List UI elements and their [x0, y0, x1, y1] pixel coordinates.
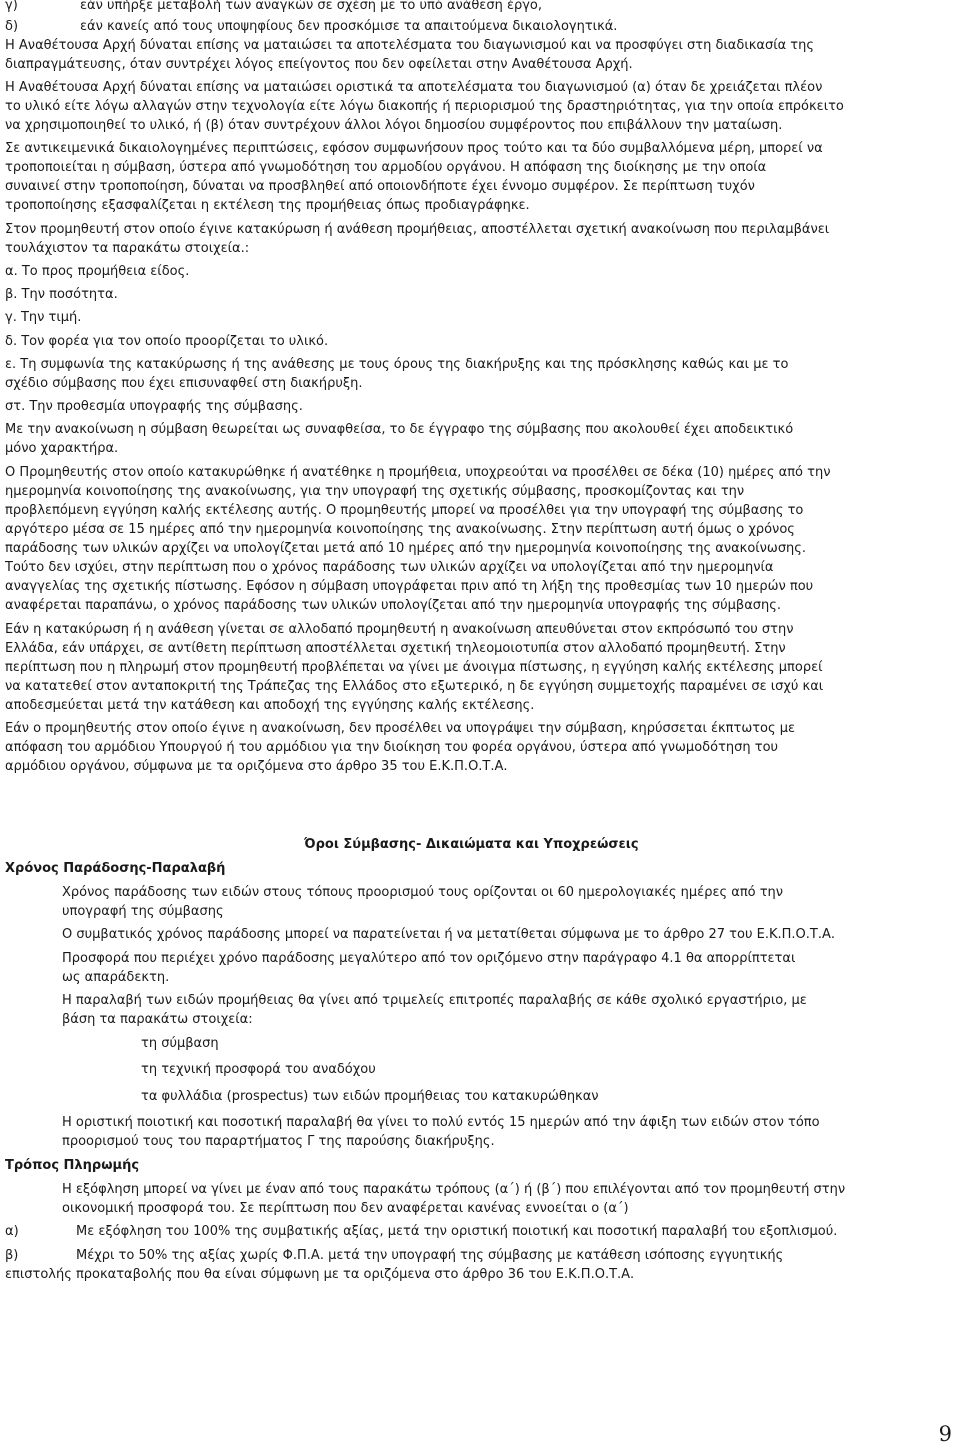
top-item-label: γ) [5, 0, 18, 13]
paragraph-line: τροποποίησης εξασφαλίζεται η εκτέλεση της προμήθειας όπως προδιαγράφηκε. [5, 198, 530, 213]
paragraph-line: να κατατεθεί στον ανταποκριτή της Τράπεζας της Ελλάδος στο εξωτερικό, η δε εγγύηση συμμετοχής παραμένει σε ισχύ και [5, 679, 824, 694]
paragraph-line: αναφέρεται παραπάνω, ο χρόνος παράδοσης των υλικών υπολογίζεται από την ημερομηνία υπογραφής της σύμβασης. [5, 598, 782, 613]
paragraph-line: αναγγελίας της σχετικής πίστωσης. Εφόσον η σύμβαση υπογράφεται πριν από τη λήξη της προθεσμίας των 10 ημερών που [5, 579, 814, 594]
paragraph-line: προβλεπόμενη εγγύηση καλής εκτέλεσης αυτής. Ο προμηθευτής μπορεί να προσέλθει για την υπογραφή της σύμβασης το [5, 503, 804, 518]
paragraph-line: παράδοσης των υλικών αρχίζει να υπολογίζεται μετά από 10 ημέρες από την ημερομηνία κοινοποίησης της ανακοίνωσης. [5, 541, 807, 556]
notice-item: γ. Την τιμή. [5, 310, 82, 325]
paragraph-line: Ο Προμηθευτής στον οποίο κατακυρώθηκε ή ανατέθηκε η προμήθεια, υποχρεούται να προσέλθει σε δέκα (10) ημέρες από την [5, 465, 831, 480]
top-item-text: εάν υπήρξε μεταβολή των αναγκών σε σχέση με το υπό ανάθεση έργο, [80, 0, 543, 13]
paragraph-line: διαπραγμάτευσης, όταν συντρέχει λόγος επείγοντος που δεν οφείλεται στην Αναθέτουσα Αρχή. [5, 57, 633, 72]
paragraph-line: αρμόδιου οργάνου, σύμφωνα με τα οριζόμενα στο άρθρο 35 του Ε.Κ.Π.Ο.Τ.Α. [5, 759, 508, 774]
payment-option-text: Με εξόφληση του 100% της συμβατικής αξίας, μετά την οριστική ποιοτική και ποσοτική παραλαβή του εξοπλισμού. [76, 1224, 838, 1239]
payment-line: οικονομική προσφορά του. Σε περίπτωση που δεν αναφέρεται κανένας εννοείται ο (α΄) [62, 1201, 629, 1216]
paragraph-line: περίπτωση που η πληρωμή στον προμηθευτή προβλέπεται να γίνει με άνοιγμα πίστωσης, η εγγύηση καλής εκτέλεσης μπορεί [5, 660, 823, 675]
paragraph-line: μόνο χαρακτήρα. [5, 441, 119, 456]
basis-item: τη σύμβαση [141, 1036, 219, 1051]
payment-heading: Τρόπος Πληρωμής [5, 1158, 140, 1173]
payment-option-label: α) [5, 1224, 19, 1239]
paragraph-line: Ελλάδα, εάν υπάρχει, σε αντίθετη περίπτωση αποστέλλεται σχετική τηλεομοιοτυπία στον αλλοδαπό προμηθευτή. Στην [5, 641, 786, 656]
notice-item: β. Την ποσότητα. [5, 287, 118, 302]
paragraph-line: Τούτο δεν ισχύει, στην περίπτωση που ο χρόνος παράδοσης των υλικών αρχίζει να υπολογίζεται από την ημερομηνία [5, 560, 774, 575]
paragraph-line: Η Αναθέτουσα Αρχή δύναται επίσης να ματαιώσει τα αποτελέσματα του διαγωνισμού και να προσφύγει στη διαδικασία της [5, 38, 814, 53]
payment-option-label: β) [5, 1248, 19, 1263]
paragraph-line: ημερομηνία κοινοποίησης της ανακοίνωσης, για την υπογραφή της σχετικής σύμβασης, προσκομίζοντας και την [5, 484, 745, 499]
paragraph-line: τροποποιείται η σύμβαση, ύστερα από γνωμοδότηση του αρμοδίου οργάνου. Η απόφαση της διοίκησης με την οποία [5, 160, 767, 175]
top-item-label: δ) [5, 19, 19, 34]
paragraph-line: συναινεί στην τροποποίηση, δύναται να προσβληθεί από οποιονδήποτε έχει έννομο συμφέρον. Σε περίπτωση τυχόν [5, 179, 755, 194]
delivery-line: Η παραλαβή των ειδών προμήθειας θα γίνει από τριμελείς επιτροπές παραλαβής σε κάθε σχολικό εργαστήριο, με [62, 993, 807, 1008]
basis-item: τα φυλλάδια (prospectus) των ειδών προμήθειας του κατακυρώθηκαν [141, 1089, 599, 1104]
notice-item: στ. Την προθεσμία υπογραφής της σύμβασης. [5, 399, 303, 414]
paragraph-line: το υλικό είτε λόγω αλλαγών στην τεχνολογία είτε λόγω διακοπής ή περιορισμού της δραστηριότητας, για την οποία επρόκειτο [5, 99, 844, 114]
delivery-heading: Χρόνος Παράδοσης-Παραλαβή [5, 861, 226, 876]
payment-option-text: Μέχρι το 50% της αξίας χωρίς Φ.Π.Α. μετά την υπογραφή της σύμβασης με κατάθεση ισόποσης εγγυητικής [76, 1248, 784, 1263]
delivery-line: ως απαράδεκτη. [62, 970, 170, 985]
delivery-line: Χρόνος παράδοσης των ειδών στους τόπους προορισμού τους ορίζονται οι 60 ημερολογιακές ημέρες από την [62, 885, 784, 900]
paragraph-line: αποδεσμεύεται μετά την κατάθεση και αποδοχή της εγγύησης καλής εκτέλεσης. [5, 698, 535, 713]
delivery-line: Ο συμβατικός χρόνος παράδοσης μπορεί να παρατείνεται ή να μετατίθεται σύμφωνα με το άρθρο 27 του Ε.Κ.Π.Ο.Τ.Α. [62, 927, 835, 942]
paragraph-line: Εάν η κατακύρωση ή η ανάθεση γίνεται σε αλλοδαπό προμηθευτή η ανακοίνωση απευθύνεται στον εκπρόσωπό του στην [5, 622, 794, 637]
paragraph-line: Εάν ο προμηθευτής στον οποίο έγινε η ανακοίνωση, δεν προσέλθει να υπογράψει την σύμβαση, κηρύσσεται έκπτωτος με [5, 721, 796, 736]
page-number: 9 [938, 1422, 952, 1446]
paragraph-line: τουλάχιστον τα παρακάτω στοιχεία.: [5, 241, 250, 256]
delivery-line: Προσφορά που περιέχει χρόνο παράδοσης μεγαλύτερο από τον οριζόμενο στην παράγραφο 4.1 θα απορρίπτεται [62, 951, 796, 966]
delivery-line: βάση τα παρακάτω στοιχεία: [62, 1012, 253, 1027]
payment-option-text: επιστολής προκαταβολής που θα είναι σύμφωνη με τα οριζόμενα στο άρθρο 36 του Ε.Κ.Π.Ο.Τ.Α. [5, 1267, 635, 1282]
paragraph-line: να χρησιμοποιηθεί το υλικό, ή (β) όταν συντρέχουν άλλοι λόγοι δημοσίου συμφέροντος που επιβάλλουν την ματαίωση. [5, 118, 783, 133]
paragraph-line: αργότερο μέσα σε 15 ημέρες από την ημερομηνία κοινοποίησης της ανακοίνωσης. Στην περίπτωση αυτή όμως ο χρόνος [5, 522, 795, 537]
notice-item: δ. Τον φορέα για τον οποίο προορίζεται το υλικό. [5, 334, 329, 349]
delivery-line: Η οριστική ποιοτική και ποσοτική παραλαβή θα γίνει το πολύ εντός 15 ημερών από την άφιξη των ειδών στον τόπο [62, 1115, 820, 1130]
paragraph-line: Στον προμηθευτή στον οποίο έγινε κατακύρωση ή ανάθεση προμήθειας, αποστέλλεται σχετική ανακοίνωση που περιλαμβάνει [5, 222, 830, 237]
notice-item: α. Το προς προμήθεια είδος. [5, 264, 190, 279]
paragraph-line: απόφαση του αρμόδιου Υπουργού ή του αρμόδιου για την διοίκηση του φορέα οργάνου, ύστερα από γνωμοδότηση του [5, 740, 779, 755]
paragraph-line: Σε αντικειμενικά δικαιολογημένες περιπτώσεις, εφόσον συμφωνήσουν προς τούτο και τα δύο συμβαλλόμενα μέρη, μπορεί να [5, 141, 823, 156]
paragraph-line: Με την ανακοίνωση η σύμβαση θεωρείται ως συναφθείσα, το δε έγγραφο της σύμβασης που ακολουθεί έχει αποδεικτικό [5, 422, 794, 437]
delivery-line: προορισμού τους του παραρτήματος Γ της παρούσης διακήρυξης. [62, 1134, 495, 1149]
notice-item: σχέδιο σύμβασης που έχει επισυναφθεί στη διακήρυξη. [5, 376, 363, 391]
notice-item: ε. Τη συμφωνία της κατακύρωσης ή της ανάθεσης με τους όρους της διακήρυξης και της πρόσκλησης καθώς και με το [5, 357, 789, 372]
paragraph-line: Η Αναθέτουσα Αρχή δύναται επίσης να ματαιώσει οριστικά τα αποτελέσματα του διαγωνισμού (α) όταν δε χρειάζεται πλέον [5, 80, 823, 95]
top-item-text: εάν κανείς από τους υποψηφίους δεν προσκόμισε τα απαιτούμενα δικαιολογητικά. [80, 19, 618, 34]
payment-line: Η εξόφληση μπορεί να γίνει με έναν από τους παρακάτω τρόπους (α΄) ή (β΄) που επιλέγονται από τον προμηθευτή στην [62, 1182, 846, 1197]
delivery-line: υπογραφή της σύμβασης [62, 904, 224, 919]
section-title: Όροι Σύμβασης- Δικαιώματα και Υποχρεώσεις [304, 837, 639, 852]
basis-item: τη τεχνική προσφορά του αναδόχου [141, 1062, 376, 1077]
